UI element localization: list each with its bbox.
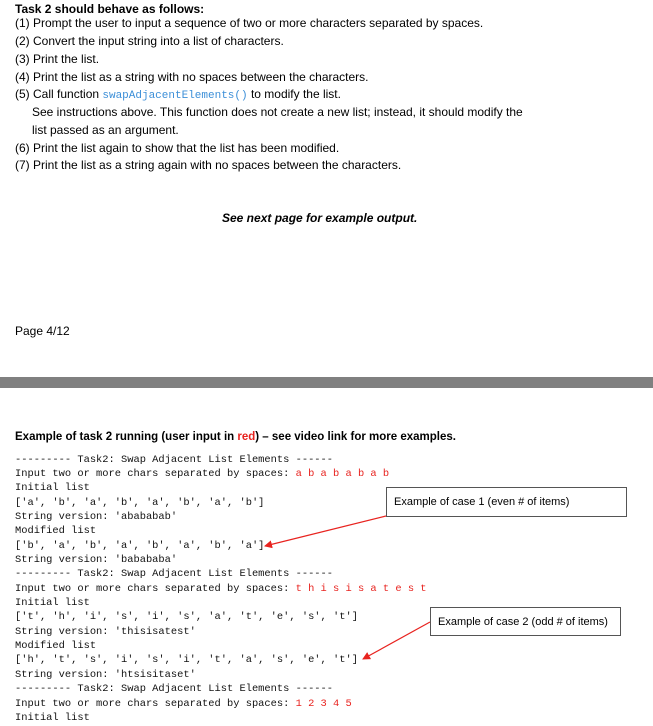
console-prompt: Input two or more chars separated by spaces: <box>15 583 296 595</box>
console-line: String version: 'abababab' <box>15 511 178 523</box>
console-line: Modified list <box>15 640 97 652</box>
console-line: ['b', 'a', 'b', 'a', 'b', 'a', 'b', 'a'] <box>15 540 265 552</box>
example-title-red-word: red <box>237 431 256 443</box>
step-4: (4) Print the list as a string with no spaces between the characters. <box>15 70 369 84</box>
function-name-code: swapAdjacentElements() <box>102 90 248 102</box>
arrow-case-1 <box>265 516 386 546</box>
task-heading: Task 2 should behave as follows: <box>15 2 205 16</box>
callout-case-2-text: Example of case 2 (odd # of items) <box>438 615 608 628</box>
step-5-text-end: to modify the list. <box>247 87 341 101</box>
callout-case-1-text: Example of case 1 (even # of items) <box>394 496 570 508</box>
see-next-page-note: See next page for example output. <box>222 211 418 225</box>
console-line: --------- Task2: Swap Adjacent List Elements ------ <box>15 454 334 466</box>
arrow-case-2 <box>363 622 430 659</box>
page-number: Page 4/12 <box>15 324 70 338</box>
console-line: String version: 'babababa' <box>15 554 178 566</box>
console-prompt: Input two or more chars separated by spaces: <box>15 698 296 710</box>
console-prompt: Input two or more chars separated by spaces: <box>15 468 296 480</box>
user-input: a b a b a b a b <box>295 468 390 480</box>
console-line: ['a', 'b', 'a', 'b', 'a', 'b', 'a', 'b'] <box>15 497 265 509</box>
console-line: ['h', 't', 's', 'i', 's', 'i', 't', 'a', 's', 'e', 't'] <box>15 654 358 666</box>
console-line: Initial list <box>15 712 90 724</box>
console-line: ['t', 'h', 'i', 's', 'i', 's', 'a', 't', 'e', 's', 't'] <box>15 611 358 623</box>
console-line: --------- Task2: Swap Adjacent List Elements ------ <box>15 683 334 695</box>
step-7: (7) Print the list as a string again with no spaces between the characters. <box>15 158 402 172</box>
step-5-note-line-1: See instructions above. This function does not create a new list; instead, it should modify the <box>32 105 523 119</box>
step-1: (1) Prompt the user to input a sequence of two or more characters separated by spaces. <box>15 16 484 30</box>
example-title-text-end: ) – see video link for more examples. <box>255 431 456 443</box>
user-input: 1 2 3 4 5 <box>295 698 352 710</box>
step-5-note-line-2: list passed as an argument. <box>32 123 179 137</box>
console-line: String version: 'thisisatest' <box>15 626 196 638</box>
console-line: --------- Task2: Swap Adjacent List Elements ------ <box>15 568 334 580</box>
user-input: t h i s i s a t e s t <box>295 583 427 595</box>
step-6: (6) Print the list again to show that the list has been modified. <box>15 141 340 155</box>
console-line: Modified list <box>15 525 97 537</box>
step-2: (2) Convert the input string into a list of characters. <box>15 34 284 48</box>
step-5-text: (5) Call function <box>15 87 103 101</box>
console-line: Initial list <box>15 597 90 609</box>
step-3: (3) Print the list. <box>15 52 100 66</box>
console-line: String version: 'htsisitaset' <box>15 669 196 681</box>
console-line: Initial list <box>15 482 90 494</box>
example-title-text: Example of task 2 running (user input in <box>15 431 238 443</box>
